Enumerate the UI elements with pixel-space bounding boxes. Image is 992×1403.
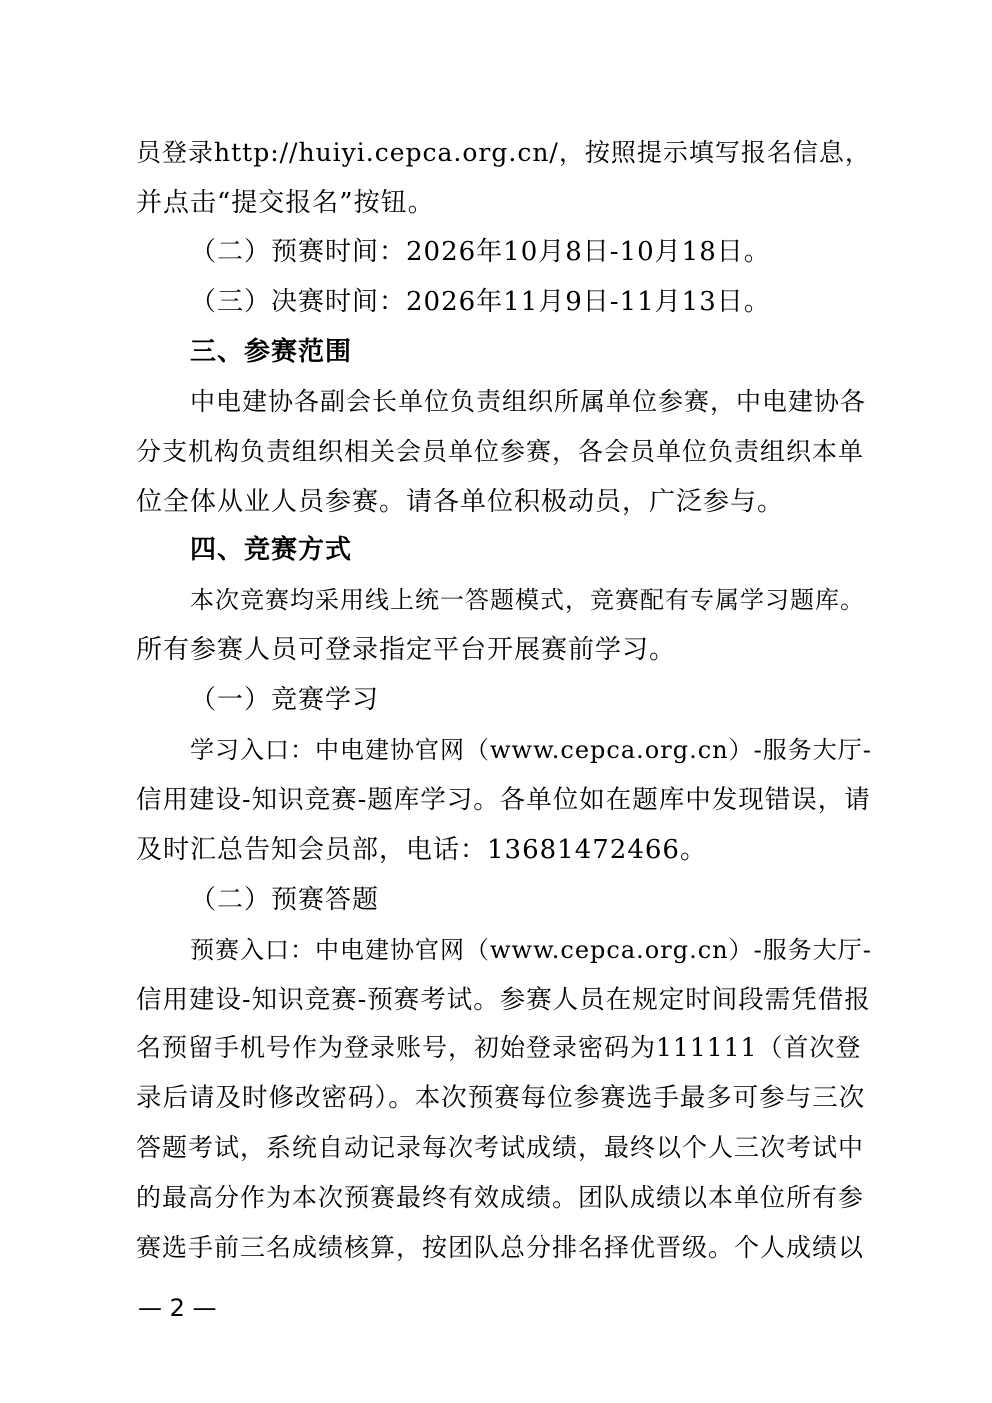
body-line: 信用建设-知识竞赛-预赛考试。参赛人员在规定时间段需凭借报	[136, 985, 871, 1015]
section-heading: 三、参赛范围	[190, 337, 353, 367]
body-line: 中电建协各副会长单位负责组织所属单位参赛，中电建协各	[190, 387, 867, 416]
body-line: 名预留手机号作为登录账号，初始登录密码为111111（首次登	[136, 1033, 862, 1062]
body-line: 赛选手前三名成绩核算，按团队总分排名择优晋级。个人成绩以	[136, 1233, 865, 1262]
body-line: 预赛入口：中电建协官网（www.cepca.org.cn）-服务大厅-	[190, 936, 872, 964]
body-line: 位全体从业人员参赛。请各单位积极动员，广泛参与。	[136, 487, 785, 517]
body-line: （三）决赛时间：2026年11月9日-11月13日。	[190, 287, 771, 317]
body-line: 本次竞赛均采用线上统一答题模式，竞赛配有专属学习题库。	[190, 586, 865, 614]
body-line: 录后请及时修改密码）。本次预赛每位参赛选手最多可参与三次	[136, 1083, 866, 1113]
section-heading: 四、竞赛方式	[190, 535, 353, 565]
body-line: 员登录http://huiyi.cepca.org.cn/，按照提示填写报名信息，	[136, 138, 871, 167]
body-line: 及时汇总告知会员部，电话：13681472466。	[136, 835, 707, 865]
body-line: 的最高分作为本次预赛最终有效成绩。团队成绩以本单位所有参	[136, 1183, 865, 1212]
body-line: （二）预赛时间：2026年10月8日-10月18日。	[190, 237, 771, 267]
body-line: 所有参赛人员可登录指定平台开展赛前学习。	[136, 635, 677, 665]
body-line: 并点击“提交报名”按钮。	[136, 188, 435, 218]
body-line: 分支机构负责组织相关会员单位参赛，各会员单位负责组织本单	[136, 437, 865, 466]
body-line: 答题考试，系统自动记录每次考试成绩，最终以个人三次考试中	[136, 1133, 865, 1162]
subsection-heading: （一）竞赛学习	[190, 685, 380, 715]
body-line: 信用建设-知识竞赛-题库学习。各单位如在题库中发现错误，请	[136, 785, 871, 815]
body-line: 学习入口：中电建协官网（www.cepca.org.cn）-服务大厅-	[190, 736, 872, 764]
page-number: — 2 —	[138, 1294, 217, 1322]
subsection-heading: （二）预赛答题	[190, 885, 380, 915]
